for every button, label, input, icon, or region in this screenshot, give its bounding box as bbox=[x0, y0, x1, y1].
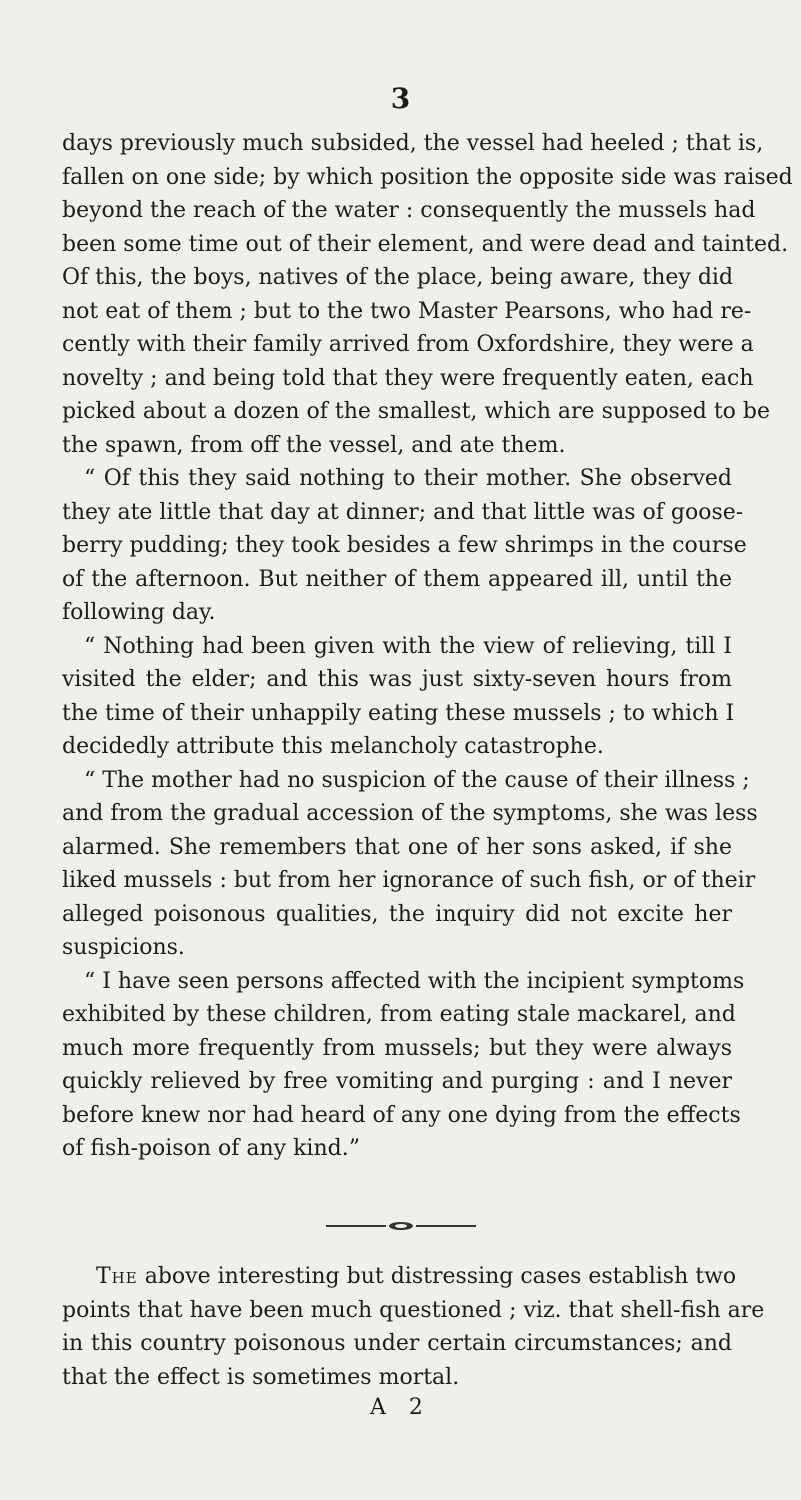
text-fragment: above interesting but distressing cases establish two bbox=[137, 1264, 737, 1289]
divider-rule-left bbox=[326, 1225, 386, 1227]
page-number: 3 bbox=[390, 82, 411, 115]
text-line: days previously much subsided, the vessel had heeled ; that is, bbox=[62, 131, 764, 156]
text-line: berry pudding; they took besides a few shrimps in the course bbox=[62, 533, 747, 558]
text-line: novelty ; and being told that they were frequently eaten, each bbox=[62, 365, 754, 391]
text-line: in this country poisonous under certain circumstances; and bbox=[62, 1331, 732, 1356]
text-line: beyond the reach of the water : consequently the mussels had bbox=[62, 198, 756, 223]
text-line: liked mussels : but from her ignorance of such fish, or of their bbox=[62, 868, 756, 893]
text-line bbox=[62, 1260, 737, 1294]
text-line: alleged poisonous qualities, the inquiry did not excite her bbox=[62, 901, 732, 927]
body-text bbox=[62, 127, 793, 1166]
text-line: that the effect is sometimes mortal. bbox=[62, 1364, 460, 1390]
text-line: and from the gradual accession of the symptoms, she was less bbox=[62, 801, 758, 826]
signature-mark: A 2 bbox=[370, 1395, 431, 1420]
section-divider bbox=[0, 1218, 801, 1234]
ornament-icon bbox=[388, 1221, 414, 1231]
text-line: before knew nor had heard of any one dying from the effects bbox=[62, 1102, 741, 1128]
text-line: following day. bbox=[62, 600, 216, 625]
text-line: quickly relieved by free vomiting and purging : and I never bbox=[62, 1069, 732, 1094]
text-line: decidedly attribute this melancholy catastrophe. bbox=[62, 734, 604, 759]
text-line: cently with their family arrived from Oxfordshire, they were a bbox=[62, 332, 754, 357]
text-line: fallen on one side; by which position the opposite side was raised bbox=[62, 164, 793, 190]
text-line: they ate little that day at dinner; and that little was of goose- bbox=[62, 499, 744, 525]
text-line: the spawn, from off the vessel, and ate them. bbox=[62, 432, 566, 458]
text-line: exhibited by these children, from eating stale mackarel, and bbox=[62, 1002, 736, 1027]
text-line: of fish-poison of any kind.” bbox=[62, 1136, 360, 1161]
divider-rule-right bbox=[416, 1225, 476, 1227]
text-line: the time of their unhappily eating these mussels ; to which I bbox=[62, 700, 735, 726]
paragraph-5 bbox=[62, 965, 745, 1166]
paragraph-2 bbox=[62, 462, 747, 630]
small-caps-word: The bbox=[96, 1264, 138, 1289]
text-line: “ The mother had no suspicion of the cause of their illness ; bbox=[84, 767, 750, 793]
text-line: “ Of this they said nothing to their mother. She observed bbox=[84, 466, 732, 491]
text-line: visited the elder; and this was just sixty-seven hours from bbox=[62, 667, 732, 692]
text-line: picked about a dozen of the smallest, which are supposed to be bbox=[62, 399, 771, 424]
text-line: not eat of them ; but to the two Master Pearsons, who had re- bbox=[62, 298, 752, 324]
text-line: alarmed. She remembers that one of her sons asked, if she bbox=[62, 834, 732, 860]
text-line: “ I have seen persons affected with the incipient symptoms bbox=[84, 968, 745, 994]
paragraph-1 bbox=[62, 127, 793, 462]
text-line: suspicions. bbox=[62, 935, 185, 960]
text-line: been some time out of their element, and were dead and tainted. bbox=[62, 231, 789, 257]
text-line: points that have been much questioned ; viz. that shell-fish are bbox=[62, 1297, 765, 1323]
text-line: Of this, the boys, natives of the place, being aware, they did bbox=[62, 265, 734, 290]
closing-paragraph bbox=[62, 1260, 765, 1394]
text-line: “ Nothing had been given with the view of relieving, till I bbox=[84, 633, 732, 659]
text-line: of the afternoon. But neither of them appeared ill, until the bbox=[62, 566, 732, 592]
text-line: much more frequently from mussels; but they were always bbox=[62, 1035, 732, 1061]
paragraph-4 bbox=[62, 764, 758, 965]
paragraph-3 bbox=[62, 630, 735, 764]
